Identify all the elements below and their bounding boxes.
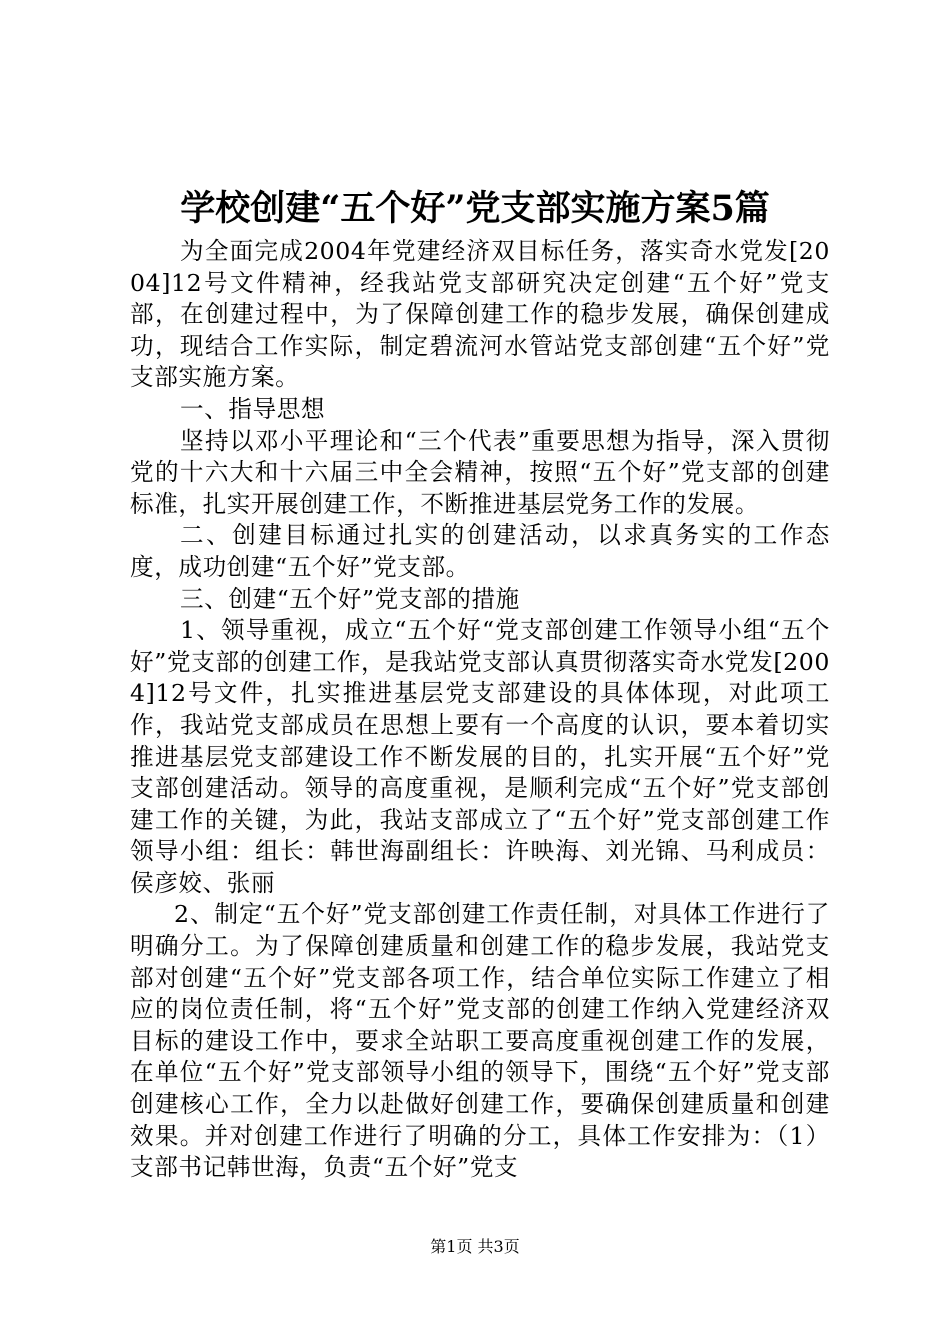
document-title: 学校创建“五个好”党支部实施方案5篇: [180, 188, 770, 229]
paragraph-measure-1: 1、领导重视，成立“五个好“党支部创建工作领导小组“五个好”党支部的创建工作，是我站党支部认真贯彻落实奇水党发[2004]12号文件，扎实推进基层党支部建设的具体体现，对此项工作，我站党支部成员在思想上要有一个高度的认识，要本着切实推进基层党支部建设工作不断发展的目的，扎实开展“五个好”党支部创建活动。领导的高度重视，是顺利完成“五个好”党支部创建工作的关键，为此，我站支部成立了“五个好”党支部创建工作领导小组：组长：韩世海副组长：许映海、刘光锦、马利成员：侯彦姣、张丽: [130, 616, 830, 897]
paragraph-measure-2: 2、制定“五个好”党支部创建工作责任制，对具体工作进行了明确分工。为了保障创建质量和创建工作的稳步发展，我站党支部对创建“五个好”党支部各项工作，结合单位实际工作建立了相应的岗位责任制，将“五个好”党支部的创建工作纳入党建经济双目标的建设工作中，要求全站职工要高度重视创建工作的发展，在单位“五个好”党支部领导小组的领导下，围绕“五个好”党支部创建核心工作，全力以赴做好创建工作，要确保创建质量和创建效果。并对创建工作进行了明确的分工，具体工作安排为：（1）支部书记韩世海，负责“五个好”党支: [130, 900, 830, 1182]
paragraph-intro: 为全面完成2004年党建经济双目标任务，落实奇水党发[2004]12号文件精神，经我站党支部研究决定创建“五个好”党支部，在创建过程中，为了保障创建工作的稳步发展，确保创建成功，现结合工作实际，制定碧流河水管站党支部创建“五个好”党支部实施方案。: [130, 237, 830, 392]
heading-measures: 三、创建“五个好”党支部的措施: [180, 584, 520, 613]
paragraph-goal: 二、创建目标通过扎实的创建活动，以求真务实的工作态度，成功创建“五个好”党支部。: [130, 521, 830, 581]
heading-guiding-thought: 一、指导思想: [180, 394, 326, 423]
document-body: [130, 236, 830, 1184]
paragraph-guiding-thought: 坚持以邓小平理论和“三个代表”重要思想为指导，深入贯彻党的十六大和十六届三中全会精神，按照“五个好”党支部的创建标准，扎实开展创建工作，不断推进基层党务工作的发展。: [130, 426, 830, 518]
page-number-footer: 第1页 共3页: [430, 1237, 520, 1256]
